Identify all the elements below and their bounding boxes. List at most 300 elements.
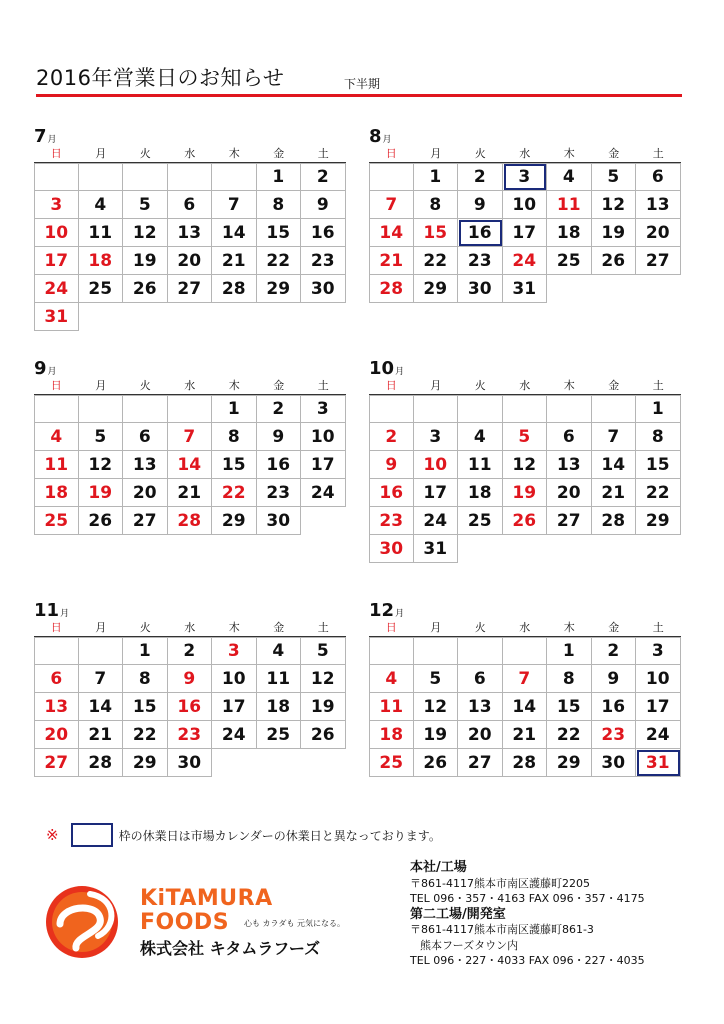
empty-day-slot — [503, 535, 548, 563]
day-cell: 22 — [257, 247, 302, 275]
day-cell: 5 — [79, 423, 124, 451]
day-cell: 12 — [123, 219, 168, 247]
day-cell: 17 — [301, 451, 346, 479]
day-cell: 10 — [636, 665, 681, 693]
day-cell: 4 — [458, 423, 503, 451]
company-name: 株式会社 キタムラフーズ — [140, 939, 321, 958]
day-cell: 11 — [369, 693, 414, 721]
day-grid — [369, 163, 681, 303]
day-cell: 3 — [503, 163, 548, 191]
day-cell: 24 — [503, 247, 548, 275]
day-cell: 12 — [414, 693, 459, 721]
day-cell: 31 — [414, 535, 459, 563]
day-cell: 30 — [168, 749, 213, 777]
day-cell: 7 — [369, 191, 414, 219]
day-cell: 29 — [123, 749, 168, 777]
day-cell: 19 — [414, 721, 459, 749]
day-cell: 13 — [123, 451, 168, 479]
weekday-label: 金 — [608, 379, 620, 392]
day-cell: 10 — [34, 219, 79, 247]
day-cell: 17 — [414, 479, 459, 507]
day-grid — [369, 395, 681, 563]
empty-day-slot — [212, 303, 257, 331]
day-cell: 6 — [547, 423, 592, 451]
weekday-label: 火 — [139, 379, 151, 392]
empty-day-cell — [592, 395, 637, 423]
day-cell: 26 — [414, 749, 459, 777]
empty-day-slot — [79, 303, 124, 331]
empty-day-slot — [123, 303, 168, 331]
weekday-label: 木 — [563, 621, 575, 634]
day-cell: 29 — [212, 507, 257, 535]
day-cell: 25 — [547, 247, 592, 275]
weekday-label: 水 — [519, 147, 531, 160]
plant2-building: 熊本フーズタウン内 — [420, 938, 519, 952]
day-cell: 30 — [257, 507, 302, 535]
day-cell: 15 — [257, 219, 302, 247]
day-cell: 24 — [34, 275, 79, 303]
page-title: 2016年営業日のお知らせ — [36, 66, 285, 90]
day-cell: 18 — [257, 693, 302, 721]
day-cell: 8 — [212, 423, 257, 451]
day-cell: 23 — [301, 247, 346, 275]
day-cell: 9 — [168, 665, 213, 693]
day-cell: 25 — [79, 275, 124, 303]
month-unit: 月 — [382, 135, 392, 145]
day-cell: 6 — [34, 665, 79, 693]
empty-day-cell — [123, 395, 168, 423]
day-cell: 12 — [79, 451, 124, 479]
day-cell: 20 — [547, 479, 592, 507]
empty-day-slot — [547, 535, 592, 563]
day-cell: 27 — [636, 247, 681, 275]
day-cell: 6 — [636, 163, 681, 191]
empty-day-cell — [503, 395, 548, 423]
day-cell: 29 — [547, 749, 592, 777]
empty-day-slot — [547, 275, 592, 303]
month-label — [34, 358, 346, 378]
day-cell: 26 — [503, 507, 548, 535]
weekday-label: 火 — [474, 379, 486, 392]
day-cell: 7 — [79, 665, 124, 693]
weekday-label: 土 — [652, 621, 664, 634]
day-cell: 31 — [503, 275, 548, 303]
empty-day-cell — [212, 163, 257, 191]
day-cell: 19 — [79, 479, 124, 507]
weekday-label: 月 — [95, 621, 107, 634]
day-cell: 18 — [79, 247, 124, 275]
day-cell: 27 — [168, 275, 213, 303]
weekday-label: 金 — [273, 147, 285, 160]
day-cell: 19 — [123, 247, 168, 275]
day-cell: 21 — [168, 479, 213, 507]
brand-name-line1: KiTAMURA — [140, 886, 273, 911]
month-label — [369, 358, 681, 378]
day-cell: 26 — [592, 247, 637, 275]
day-cell: 24 — [636, 721, 681, 749]
day-cell: 16 — [458, 219, 503, 247]
day-cell: 21 — [592, 479, 637, 507]
day-cell: 11 — [34, 451, 79, 479]
day-cell: 2 — [369, 423, 414, 451]
day-cell: 2 — [168, 637, 213, 665]
day-cell: 5 — [414, 665, 459, 693]
empty-day-slot — [592, 275, 637, 303]
weekday-label: 土 — [317, 621, 329, 634]
day-cell: 3 — [34, 191, 79, 219]
weekday-header — [34, 378, 346, 395]
day-cell: 15 — [547, 693, 592, 721]
day-cell: 5 — [301, 637, 346, 665]
day-cell: 24 — [212, 721, 257, 749]
hq-phone: TEL 096・357・4163 FAX 096・357・4175 — [410, 892, 645, 905]
day-cell: 20 — [458, 721, 503, 749]
page-subtitle: 下半期 — [344, 77, 381, 91]
weekday-label: 火 — [139, 147, 151, 160]
day-cell: 22 — [212, 479, 257, 507]
weekday-label: 月 — [430, 147, 442, 160]
day-cell: 10 — [301, 423, 346, 451]
day-cell: 21 — [369, 247, 414, 275]
month-calendar — [369, 358, 681, 563]
weekday-header — [34, 620, 346, 637]
weekday-label: 金 — [608, 621, 620, 634]
empty-day-cell — [547, 395, 592, 423]
empty-day-cell — [414, 637, 459, 665]
day-cell: 8 — [257, 191, 302, 219]
day-cell: 15 — [212, 451, 257, 479]
day-cell: 13 — [636, 191, 681, 219]
day-cell: 18 — [369, 721, 414, 749]
day-cell: 4 — [369, 665, 414, 693]
month-calendar — [34, 358, 346, 535]
day-cell: 14 — [212, 219, 257, 247]
month-number: 11 — [34, 600, 60, 621]
day-grid — [34, 637, 346, 777]
day-cell: 27 — [123, 507, 168, 535]
day-cell: 20 — [34, 721, 79, 749]
weekday-label: 水 — [519, 379, 531, 392]
weekday-label: 水 — [519, 621, 531, 634]
month-calendar — [34, 126, 346, 331]
day-cell: 13 — [168, 219, 213, 247]
empty-day-cell — [458, 637, 503, 665]
day-cell: 27 — [34, 749, 79, 777]
weekday-label: 土 — [317, 379, 329, 392]
empty-day-slot — [212, 749, 257, 777]
month-unit: 月 — [47, 135, 57, 145]
day-cell: 17 — [636, 693, 681, 721]
day-cell: 16 — [592, 693, 637, 721]
legend-note — [46, 822, 441, 848]
month-calendar — [369, 126, 681, 303]
month-unit: 月 — [395, 609, 405, 619]
empty-day-cell — [34, 395, 79, 423]
empty-day-cell — [79, 637, 124, 665]
day-cell: 11 — [547, 191, 592, 219]
day-cell: 14 — [503, 693, 548, 721]
month-number: 9 — [34, 358, 47, 379]
weekday-label: 火 — [474, 147, 486, 160]
day-cell: 3 — [212, 637, 257, 665]
note-mark: ※ — [46, 826, 59, 844]
day-cell: 7 — [212, 191, 257, 219]
day-cell: 12 — [301, 665, 346, 693]
day-cell: 19 — [503, 479, 548, 507]
weekday-label: 月 — [430, 379, 442, 392]
brand-name-line2: FOODS — [140, 910, 230, 935]
weekday-label: 月 — [95, 147, 107, 160]
weekday-label: 日 — [50, 621, 62, 634]
day-cell: 25 — [257, 721, 302, 749]
empty-day-slot — [458, 535, 503, 563]
weekday-label: 水 — [184, 379, 196, 392]
day-cell: 1 — [636, 395, 681, 423]
day-cell: 25 — [34, 507, 79, 535]
day-cell: 28 — [79, 749, 124, 777]
month-calendar — [369, 600, 681, 777]
day-cell: 19 — [301, 693, 346, 721]
day-cell: 6 — [168, 191, 213, 219]
day-cell: 4 — [79, 191, 124, 219]
empty-day-cell — [79, 163, 124, 191]
day-cell: 9 — [257, 423, 302, 451]
weekday-label: 木 — [563, 379, 575, 392]
empty-day-slot — [592, 535, 637, 563]
day-cell: 12 — [503, 451, 548, 479]
month-calendar — [34, 600, 346, 777]
day-cell: 31 — [34, 303, 79, 331]
day-cell: 1 — [257, 163, 302, 191]
day-cell: 22 — [123, 721, 168, 749]
note-text: 枠の休業日は市場カレンダーの休業日と異なっております。 — [118, 828, 441, 843]
day-cell: 12 — [592, 191, 637, 219]
day-cell: 6 — [123, 423, 168, 451]
day-cell: 25 — [458, 507, 503, 535]
day-cell: 8 — [547, 665, 592, 693]
day-cell: 21 — [212, 247, 257, 275]
weekday-label: 月 — [430, 621, 442, 634]
day-cell: 4 — [547, 163, 592, 191]
logo-mark-icon — [40, 880, 136, 960]
empty-day-cell — [34, 637, 79, 665]
plant2-phone: TEL 096・227・4033 FAX 096・227・4035 — [410, 954, 645, 967]
weekday-label: 金 — [273, 621, 285, 634]
day-cell: 30 — [369, 535, 414, 563]
contact-info — [410, 860, 710, 969]
day-cell: 3 — [301, 395, 346, 423]
weekday-label: 日 — [385, 379, 397, 392]
day-cell: 25 — [369, 749, 414, 777]
day-cell: 16 — [168, 693, 213, 721]
weekday-label: 木 — [228, 147, 240, 160]
day-cell: 28 — [168, 507, 213, 535]
weekday-label: 木 — [563, 147, 575, 160]
day-cell: 10 — [503, 191, 548, 219]
day-cell: 28 — [369, 275, 414, 303]
day-cell: 14 — [369, 219, 414, 247]
day-cell: 5 — [123, 191, 168, 219]
day-cell: 9 — [369, 451, 414, 479]
plant2-title: 第二工場/開発室 — [410, 906, 506, 922]
day-cell: 7 — [168, 423, 213, 451]
empty-day-slot — [257, 303, 302, 331]
month-number: 12 — [369, 600, 395, 621]
weekday-label: 金 — [273, 379, 285, 392]
day-cell: 18 — [34, 479, 79, 507]
empty-day-slot — [636, 535, 681, 563]
day-cell: 13 — [458, 693, 503, 721]
weekday-label: 日 — [50, 379, 62, 392]
day-cell: 31 — [636, 749, 681, 777]
day-cell: 7 — [592, 423, 637, 451]
day-cell: 11 — [458, 451, 503, 479]
weekday-header — [369, 378, 681, 395]
day-cell: 2 — [458, 163, 503, 191]
day-cell: 14 — [79, 693, 124, 721]
company-logo — [40, 880, 360, 960]
day-cell: 24 — [301, 479, 346, 507]
day-cell: 16 — [369, 479, 414, 507]
day-cell: 14 — [168, 451, 213, 479]
empty-day-slot — [301, 303, 346, 331]
day-cell: 10 — [414, 451, 459, 479]
weekday-label: 土 — [317, 147, 329, 160]
month-unit: 月 — [395, 367, 405, 377]
day-cell: 3 — [414, 423, 459, 451]
month-label — [369, 600, 681, 620]
day-cell: 29 — [636, 507, 681, 535]
day-cell: 8 — [123, 665, 168, 693]
weekday-label: 水 — [184, 147, 196, 160]
day-cell: 15 — [636, 451, 681, 479]
day-cell: 19 — [592, 219, 637, 247]
weekday-label: 日 — [385, 621, 397, 634]
weekday-label: 月 — [95, 379, 107, 392]
month-unit: 月 — [47, 367, 57, 377]
legend-box-icon — [71, 823, 113, 847]
day-cell: 29 — [257, 275, 302, 303]
day-cell: 16 — [301, 219, 346, 247]
day-cell: 15 — [123, 693, 168, 721]
day-grid — [369, 637, 681, 777]
day-cell: 3 — [636, 637, 681, 665]
day-cell: 18 — [458, 479, 503, 507]
day-cell: 28 — [212, 275, 257, 303]
plant2-address: 〒861-4117熊本市南区護藤町861-3 — [410, 923, 594, 936]
day-cell: 15 — [414, 219, 459, 247]
day-cell: 2 — [257, 395, 302, 423]
day-cell: 22 — [547, 721, 592, 749]
weekday-label: 木 — [228, 379, 240, 392]
day-cell: 11 — [257, 665, 302, 693]
month-number: 8 — [369, 126, 382, 147]
day-cell: 24 — [414, 507, 459, 535]
day-cell: 8 — [636, 423, 681, 451]
empty-day-cell — [168, 395, 213, 423]
title-bar — [36, 64, 682, 97]
day-cell: 4 — [34, 423, 79, 451]
weekday-label: 日 — [50, 147, 62, 160]
day-cell: 9 — [301, 191, 346, 219]
day-cell: 26 — [301, 721, 346, 749]
day-cell: 23 — [592, 721, 637, 749]
day-grid — [34, 163, 346, 331]
brand-slogan: 心も カラダも 元気になる。 — [244, 919, 346, 928]
day-cell: 23 — [168, 721, 213, 749]
day-cell: 2 — [592, 637, 637, 665]
empty-day-cell — [369, 395, 414, 423]
day-cell: 8 — [414, 191, 459, 219]
hq-address: 〒861-4117熊本市南区護藤町2205 — [410, 876, 590, 890]
day-cell: 18 — [547, 219, 592, 247]
day-cell: 23 — [257, 479, 302, 507]
weekday-label: 水 — [184, 621, 196, 634]
empty-day-slot — [257, 749, 302, 777]
day-cell: 9 — [592, 665, 637, 693]
empty-day-cell — [123, 163, 168, 191]
month-label — [369, 126, 681, 146]
empty-day-cell — [369, 637, 414, 665]
empty-day-cell — [168, 163, 213, 191]
weekday-label: 土 — [652, 379, 664, 392]
day-cell: 7 — [503, 665, 548, 693]
day-cell: 20 — [123, 479, 168, 507]
empty-day-slot — [636, 275, 681, 303]
day-cell: 11 — [79, 219, 124, 247]
day-cell: 13 — [547, 451, 592, 479]
weekday-header — [369, 146, 681, 163]
day-cell: 29 — [414, 275, 459, 303]
day-cell: 28 — [503, 749, 548, 777]
day-cell: 1 — [212, 395, 257, 423]
day-cell: 20 — [636, 219, 681, 247]
day-cell: 17 — [503, 219, 548, 247]
day-cell: 28 — [592, 507, 637, 535]
day-cell: 2 — [301, 163, 346, 191]
month-label — [34, 600, 346, 620]
empty-day-cell — [503, 637, 548, 665]
day-cell: 1 — [414, 163, 459, 191]
day-cell: 14 — [592, 451, 637, 479]
day-cell: 16 — [257, 451, 302, 479]
weekday-header — [34, 146, 346, 163]
month-unit: 月 — [60, 609, 70, 619]
weekday-label: 木 — [228, 621, 240, 634]
day-cell: 26 — [123, 275, 168, 303]
weekday-label: 日 — [385, 147, 397, 160]
empty-day-cell — [79, 395, 124, 423]
day-cell: 26 — [79, 507, 124, 535]
weekday-label: 金 — [608, 147, 620, 160]
empty-day-slot — [301, 507, 346, 535]
day-cell: 21 — [503, 721, 548, 749]
day-cell: 1 — [123, 637, 168, 665]
weekday-label: 火 — [474, 621, 486, 634]
month-label — [34, 126, 346, 146]
month-number: 10 — [369, 358, 395, 379]
empty-day-cell — [414, 395, 459, 423]
weekday-label: 火 — [139, 621, 151, 634]
day-cell: 23 — [369, 507, 414, 535]
day-cell: 22 — [636, 479, 681, 507]
day-cell: 13 — [34, 693, 79, 721]
day-cell: 17 — [212, 693, 257, 721]
day-cell: 4 — [257, 637, 302, 665]
day-cell: 1 — [547, 637, 592, 665]
day-cell: 27 — [547, 507, 592, 535]
day-cell: 17 — [34, 247, 79, 275]
